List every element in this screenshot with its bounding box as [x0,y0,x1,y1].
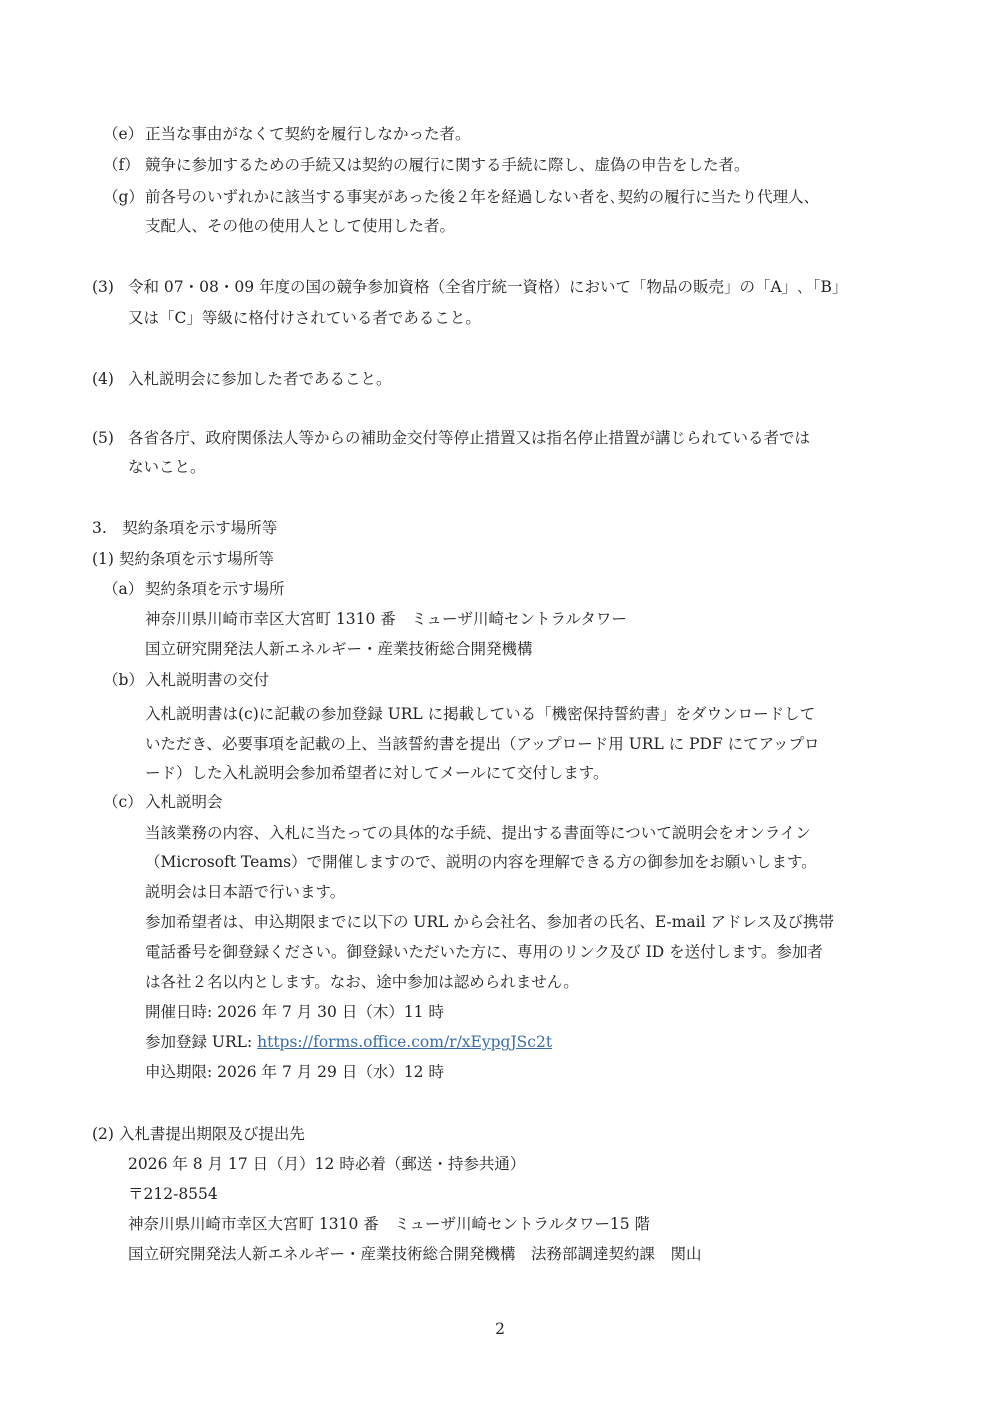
item-c-line5: 電話番号を御登録ください。御登録いただいた方に、専用のリンク及び ID を送付します。参加者 [145,943,823,961]
item-3-line2: 又は「C」等級に格付けされている者であること。 [128,309,481,327]
item-label-3: (3) [92,278,114,296]
meeting-date: 開催日時: 2026 年 7 月 30 日（木）11 時 [145,1003,444,1021]
item-4-text: 入札説明会に参加した者であること。 [128,370,392,388]
submission-deadline: 2026 年 8 月 17 日（月）12 時必着（郵送・持参共通） [128,1155,526,1173]
item-c-title: 入札説明会 [145,793,223,811]
item-g-line1: 前各号のいずれかに該当する事実があった後２年を経過しない者を､契約の履行に当たり代理人、 [145,188,820,206]
item-label-e: （e） [103,125,144,143]
item-a-org: 国立研究開発法人新エネルギー・産業技術総合開発機構 [145,640,533,658]
registration-url-label: 参加登録 URL: [145,1033,258,1051]
submission-org: 国立研究開発法人新エネルギー・産業技術総合開発機構 法務部調達契約課 関山 [128,1245,702,1263]
item-5-line2: ないこと。 [128,458,206,476]
item-c-line4: 参加希望者は、申込期限までに以下の URL から会社名、参加者の氏名、E-mail アドレス及び携帯 [145,913,835,931]
item-e-text: 正当な事由がなくて契約を履行しなかった者。 [145,125,471,143]
registration-url-row [145,1031,552,1053]
item-label-5: (5) [92,429,114,447]
item-a-address: 神奈川県川崎市幸区大宮町 1310 番 ミューザ川崎セントラルタワー [145,610,627,628]
item-g-line2: 支配人、その他の使用人として使用した者。 [145,217,456,235]
item-label-c: （c） [103,793,143,811]
item-3-line1: 令和 07・08・09 年度の国の競争参加資格（全省庁統一資格）において「物品の販売」の「A」､「B」 [128,278,848,296]
item-c-line3: 説明会は日本語で行います。 [145,883,346,901]
item-label-4: (4) [92,370,114,388]
sub-1-heading: (1) 契約条項を示す場所等 [92,550,274,568]
item-label-g: （g） [103,188,144,206]
item-label-f: （f） [103,156,140,174]
item-b-line3: ード）した入札説明会参加希望者に対してメールにて交付します。 [145,764,609,782]
item-label-a: （a） [103,580,144,598]
item-5-line1: 各省各庁、政府関係法人等からの補助金交付等停止措置又は指名停止措置が講じられている者では [128,429,811,447]
section-3-heading: 3. 契約条項を示す場所等 [92,519,278,537]
item-f-text: 競争に参加するための手続又は契約の履行に関する手続に際し、虚偽の申告をした者。 [145,156,750,174]
item-a-title: 契約条項を示す場所 [145,580,285,598]
item-b-line2: いただき、必要事項を記載の上、当該誓約書を提出（アップロード用 URL に PDF にてアップロ [145,735,820,753]
item-c-line6: は各社２名以内とします。なお、途中参加は認められません。 [145,973,579,991]
item-label-b: （b） [103,671,144,689]
item-b-line1: 入札説明書は(c)に記載の参加登録 URL に掲載している「機密保持誓約書」をダウンロードして [145,705,816,723]
item-c-line1: 当該業務の内容、入札に当たっての具体的な手続、提出する書面等について説明会をオンライン [145,824,811,842]
registration-url-link[interactable]: https://forms.office.com/r/xEypgJSc2t [257,1033,553,1051]
postal-code: 〒212-8554 [128,1185,218,1203]
sub-2-heading: (2) 入札書提出期限及び提出先 [92,1125,305,1143]
page-number: 2 [495,1320,505,1338]
application-deadline: 申込期限: 2026 年 7 月 29 日（水）12 時 [145,1063,444,1081]
item-c-line2: （Microsoft Teams）で開催しますので、説明の内容を理解できる方の御参加をお願いします。 [145,853,817,871]
submission-address: 神奈川県川崎市幸区大宮町 1310 番 ミューザ川崎セントラルタワー15 階 [128,1215,651,1233]
item-b-title: 入札説明書の交付 [145,671,270,689]
